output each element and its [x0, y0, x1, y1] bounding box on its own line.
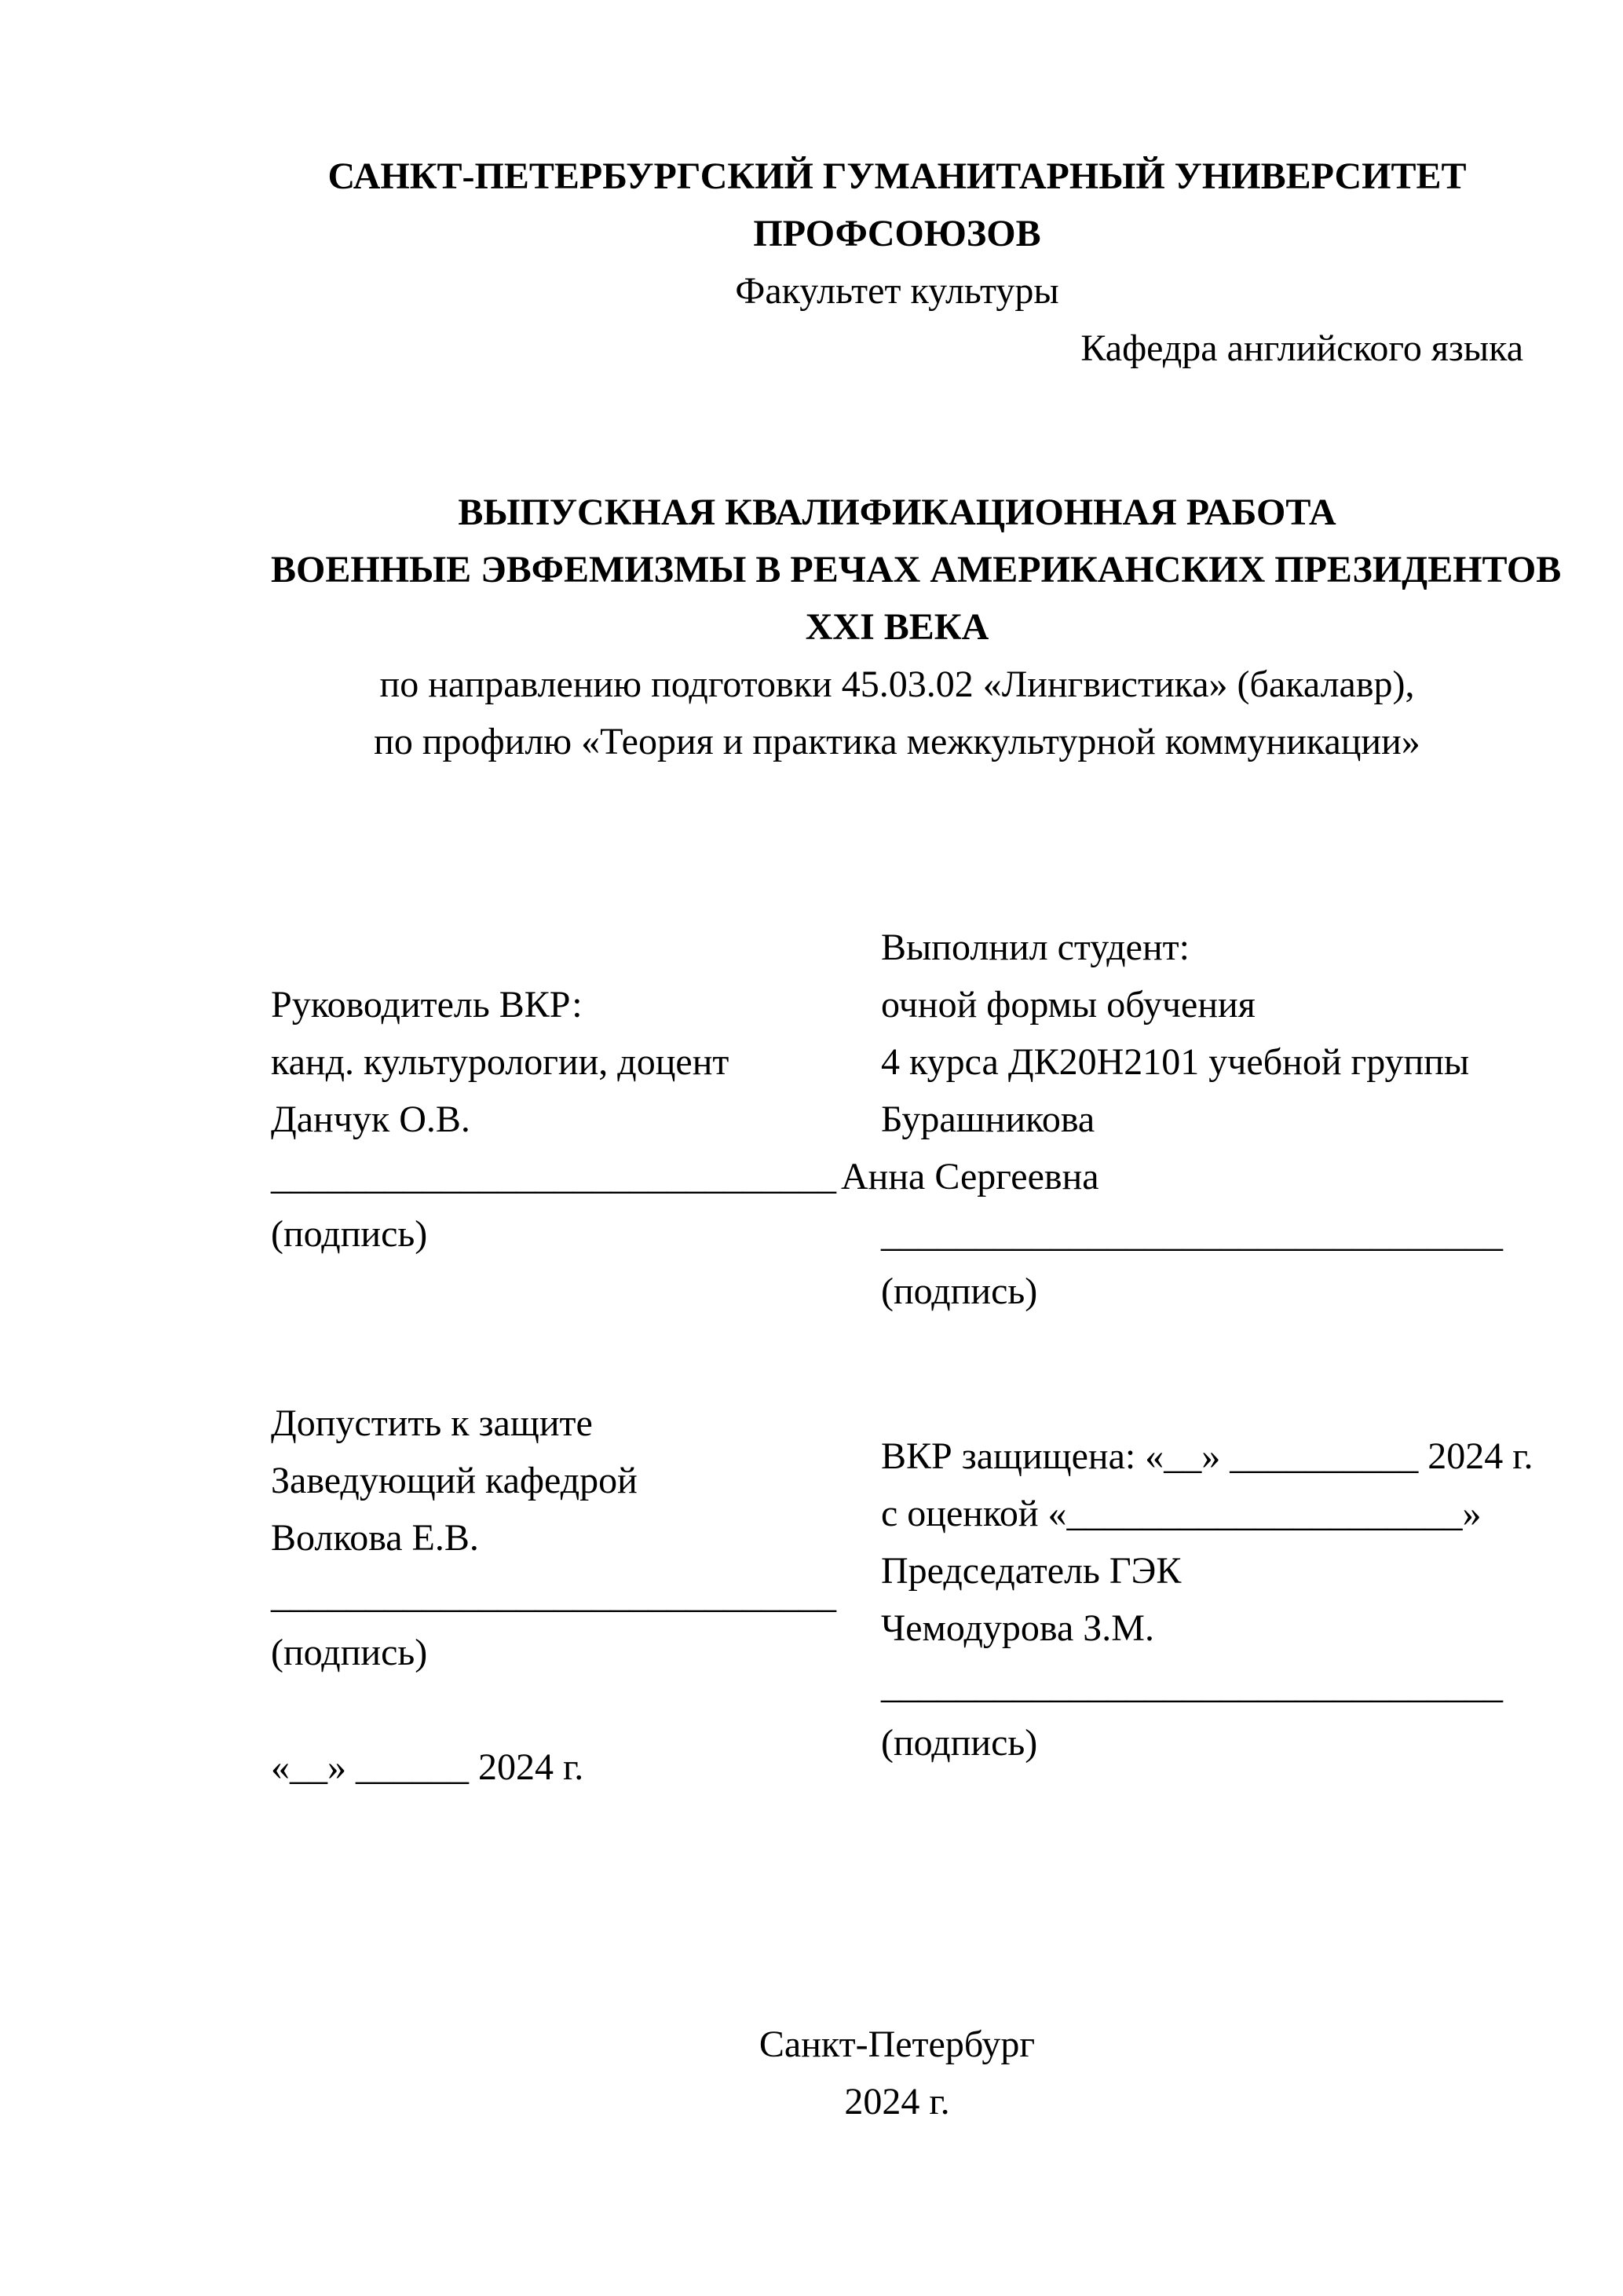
supervisor-block — [271, 976, 836, 1263]
student-heading: Выполнил студент: — [881, 927, 1190, 968]
student-signature-line: _________________________________ — [881, 1213, 1503, 1255]
supervisor-signature-caption: (подпись) — [271, 1213, 428, 1255]
gek-chair-label: Председатель ГЭК — [881, 1550, 1182, 1592]
admission-signature-line: ______________________________ — [271, 1574, 836, 1616]
defense-signature-line: _________________________________ — [881, 1665, 1503, 1706]
head-of-department-name: Волкова Е.В. — [271, 1517, 479, 1559]
title-block — [271, 484, 1562, 770]
topic-line-2: XXI ВЕКА — [805, 606, 989, 648]
student-block — [841, 919, 1503, 1320]
supervisor-degree: канд. культурологии, доцент — [271, 1041, 729, 1083]
university-line-2: ПРОФСОЮЗОВ — [753, 213, 1041, 254]
faculty-line: Факультет культуры — [735, 270, 1059, 312]
header-block — [271, 148, 1523, 377]
footer-year: 2024 г. — [844, 2081, 950, 2122]
student-surname: Бурашникова — [881, 1099, 1095, 1140]
profile-line: по профилю «Теория и практика межкультурной коммуникации» — [374, 721, 1420, 762]
defense-signature-caption: (подпись) — [881, 1722, 1038, 1764]
admission-admit-line: Допустить к защите — [271, 1402, 593, 1444]
student-signature-caption: (подпись) — [881, 1270, 1038, 1312]
student-given-names: Анна Сергеевна — [841, 1156, 1099, 1197]
supervisor-signature-line: ______________________________ — [271, 1156, 836, 1197]
university-line-1: САНКТ-ПЕТЕРБУРГСКИЙ ГУМАНИТАРНЫЙ УНИВЕРСИТЕТ — [327, 155, 1467, 197]
program-line: по направлению подготовки 45.03.02 «Лингвистика» (бакалавр), — [379, 664, 1415, 705]
spacer-line — [271, 1681, 836, 1738]
defense-date-line: ВКР защищена: «__» __________ 2024 г. — [881, 1435, 1533, 1477]
footer-block — [271, 2016, 1523, 2130]
work-type-line: ВЫПУСКНАЯ КВАЛИФИКАЦИОННАЯ РАБОТА — [458, 492, 1336, 533]
admission-block — [271, 1395, 836, 1796]
footer-city: Санкт-Петербург — [758, 2024, 1036, 2065]
supervisor-name: Данчук О.В. — [271, 1099, 470, 1140]
admission-date-line: «__» ______ 2024 г. — [271, 1746, 584, 1788]
defense-block — [881, 1428, 1533, 1771]
student-group-line: 4 курса ДК20Н2101 учебной группы — [881, 1041, 1470, 1083]
admission-signature-caption: (подпись) — [271, 1632, 428, 1673]
supervisor-role-label: Руководитель ВКР: — [271, 984, 583, 1026]
defense-grade-line: с оценкой «_____________________» — [881, 1493, 1482, 1534]
head-of-department-label: Заведующий кафедрой — [271, 1460, 638, 1501]
topic-line-1: ВОЕННЫЕ ЭВФЕМИЗМЫ В РЕЧАХ АМЕРИКАНСКИХ ПРЕЗИДЕНТОВ — [271, 549, 1562, 590]
department-line: Кафедра английского языка — [1080, 327, 1523, 369]
student-study-form: очной формы обучения — [881, 984, 1256, 1026]
gek-chair-name: Чемодурова З.М. — [881, 1607, 1154, 1649]
